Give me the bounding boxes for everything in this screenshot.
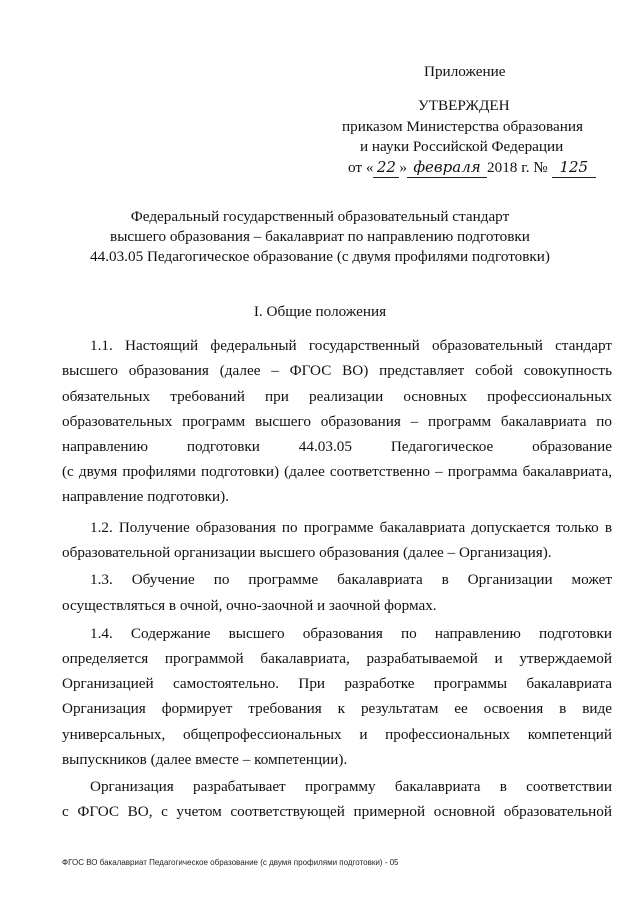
section-heading: I. Общие положения — [253, 303, 387, 320]
date-mid: » — [399, 159, 408, 176]
p1-line-6: (с двумя профилями подготовки) (далее соответственно – программа бакалавриата, — [62, 463, 612, 480]
p4-line-6: выпускников (далее вместе – компетенции). — [62, 751, 348, 768]
order-date-line — [348, 157, 596, 178]
p1-line-5: направлению подготовки 44.03.05 Педагогическое образование — [62, 438, 612, 455]
approved-label: УТВЕРЖДЕН — [418, 97, 510, 114]
doc-title-line-1: Федеральный государственный образовательный стандарт — [130, 208, 510, 225]
doc-title-line-2: высшего образования – бакалавриат по направлению подготовки — [110, 228, 530, 245]
p5-line-1: Организация разрабатывает программу бакалавриата в соответствии — [90, 778, 612, 795]
p4-line-3: Организацией самостоятельно. При разработке программы бакалавриата — [62, 675, 612, 692]
p1-line-3: обязательных требований при реализации основных профессиональных — [62, 388, 612, 405]
p1-line-4: образовательных программ высшего образования – программ бакалавриата по — [62, 413, 612, 430]
appendix-label: Приложение — [424, 63, 506, 80]
p4-line-5: универсальных, общепрофессиональных и профессиональных компетенций — [62, 726, 612, 743]
p5-line-2: с ФГОС ВО, с учетом соответствующей примерной основной образовательной — [62, 803, 612, 820]
order-number-handwritten: 125 — [552, 157, 596, 178]
p4-line-2: определяется программой бакалавриата, разрабатываемой и утверждаемой — [62, 650, 612, 667]
p2-line-2: образовательной организации высшего образования (далее – Организация). — [62, 544, 552, 561]
p3-line-1: 1.3. Обучение по программе бакалавриата в Организации может — [90, 571, 612, 588]
p4-line-4: Организация формирует требования к результатам ее освоения в виде — [62, 700, 612, 717]
p1-line-1: 1.1. Настоящий федеральный государственный образовательный стандарт — [90, 337, 612, 354]
p4-line-1: 1.4. Содержание высшего образования по направлению подготовки — [90, 625, 612, 642]
order-line-2: и науки Российской Федерации — [360, 138, 564, 155]
page-footer: ФГОС ВО бакалавриат Педагогическое образование (с двумя профилями подготовки) - 05 — [62, 858, 399, 867]
date-month-handwritten: февраля — [407, 157, 487, 178]
date-prefix: от « — [348, 159, 374, 176]
date-day-handwritten: 22 — [373, 157, 399, 178]
date-year: 2018 г. № — [487, 159, 548, 176]
p2-line-1: 1.2. Получение образования по программе бакалавриата допускается только в — [90, 519, 612, 536]
p1-line-7: направление подготовки). — [62, 488, 230, 505]
p1-line-2: высшего образования (далее – ФГОС ВО) представляет собой совокупность — [62, 362, 612, 379]
order-line-1: приказом Министерства образования — [342, 118, 583, 135]
p3-line-2: осуществляться в очной, очно-заочной и заочной формах. — [62, 597, 437, 614]
doc-title-line-3: 44.03.05 Педагогическое образование (с двумя профилями подготовки) — [90, 248, 550, 265]
